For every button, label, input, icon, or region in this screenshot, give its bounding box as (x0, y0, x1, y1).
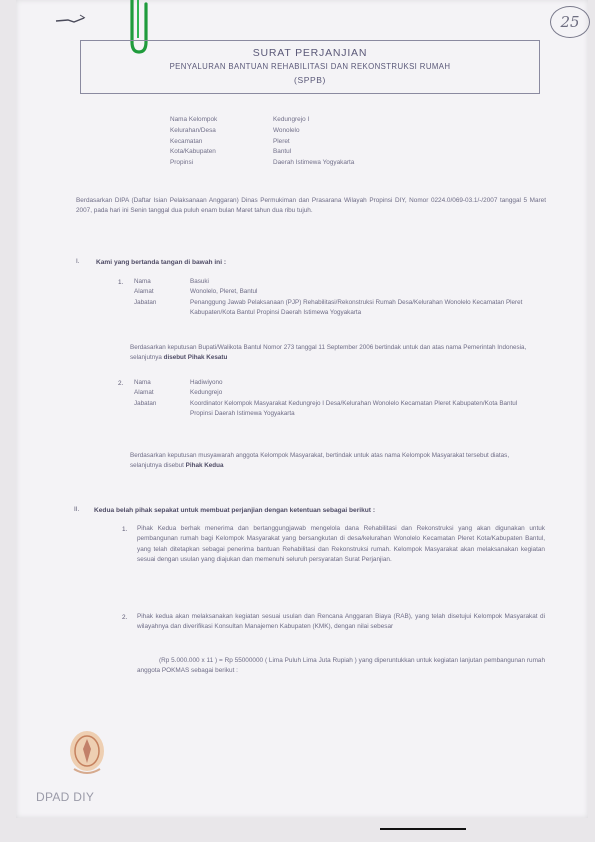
party-row: Alamat Kedungrejo (134, 389, 223, 397)
info-row: Nama Kelompok Kedungrejo I (170, 116, 310, 123)
party-row: Jabatan Koordinator Kelompok Masyarakat Kedungrejo I Desa/Kelurahan Wonolelo Kecamatan Pleret Kabupaten/Kota Bantul Propinsi Daerah Istimewa Yogyakarta (134, 399, 518, 418)
document-title-box (80, 40, 540, 94)
party-row: Nama Basuki (134, 278, 209, 285)
section-number: I. (76, 258, 80, 265)
party-1-details (134, 277, 524, 319)
info-row: Propinsi Daerah Istimewa Yogyakarta (170, 159, 355, 167)
party-number: 2. (118, 380, 124, 387)
watermark-text: DPAD DIY (36, 790, 95, 804)
party-2-closing: Berdasarkan keputusan musyawarah anggota Kelompok Masyarakat, bertindak untuk atas nama Kelompok Masyarakat tersebut diatas, selanjutnya disebut Pihak Kedua (130, 452, 510, 470)
scribble-mark (54, 12, 88, 26)
info-row: Kota/Kabupaten Bantul (170, 148, 292, 156)
page-number: 25 (550, 6, 590, 38)
divider-line (380, 828, 466, 830)
document-title: SURAT PERJANJIAN (252, 47, 368, 59)
section-number: II. (74, 506, 80, 513)
group-info-table (170, 115, 354, 169)
item-number: 1. (122, 526, 128, 533)
info-row: Kelurahan/Desa Wonolelo (170, 126, 300, 134)
agreement-amount: (Rp 5.000.000 x 11 ) = Rp 55000000 ( Lima Puluh Lima Juta Rupiah ) yang diperuntukkan untuk kegiatan lanjutan pembangunan rumah anggota POKMAS sebagai berikut : (137, 657, 545, 675)
party-row: Jabatan Penanggung Jawab Pelaksanaan (PJP) Rehabilitasi/Rekonstruksi Rumah Desa/Kelurahan Wonolelo Kecamatan Pleret Kabupaten/Kota Bantul Propinsi Daerah Istimewa Yogyakarta (134, 298, 523, 317)
party-1-closing: Berdasarkan keputusan Bupati/Walikota Bantul Nomor 273 tanggal 11 September 2006 bertindak untuk dan atas nama Pemerintah Indonesia, selanjutnya disebut Pihak Kesatu (130, 344, 527, 362)
party-number: 1. (118, 279, 124, 286)
agreement-item: Pihak Kedua berhak menerima dan bertanggungjawab mengelola dana Rehabilitasi dan Rekonstruksi yang akan digunakan untuk pembangunan rumah bagi Kelompok Masyarakat yang bersangkutan di desa/kelurahan Wonolelo Kecamatan Pleret Kota/Kabupaten Bantul, yang telah ditetapkan sebagai penerima bantuan Rehabilitasi dan Rekonstruksi rumah. Kelompok Masyarakat akan melaksanakan kegiatan sesuai dengan usulan yang diajukan dan memenuhi seluruh persyaratan Surat Perjanjian. (137, 525, 545, 564)
party-row: Nama Hadiwiyono (134, 379, 223, 386)
party-2-details (134, 378, 524, 420)
party-row: Alamat Wonolelo, Pleret, Bantul (134, 288, 258, 296)
intro-paragraph: Berdasarkan DIPA (Daftar Isian Pelaksanaan Anggaran) Dinas Permukiman dan Prasarana Wilayah Propinsi DIY, Nomor 0224.0/069-03.1/-/2007 tanggal 5 Maret 2007, pada hari ini Senin tanggal dua puluh enam bulan Maret tahun dua ribu tujuh. (76, 197, 546, 215)
item-number: 2. (122, 614, 128, 621)
agreement-item: Pihak kedua akan melaksanakan kegiatan sesuai usulan dan Rencana Anggaran Biaya (RAB), yang telah disetujui Kelompok Masyarakat di wilayahnya dan diverifikasi Konsultan Manajemen Kabupaten (KMK), dengan nilai sebesar (137, 613, 545, 631)
info-row: Kecamatan Pleret (170, 137, 290, 145)
document-code: (SPPB) (294, 75, 326, 85)
section-heading: Kedua belah pihak sepakat untuk membuat perjanjian dengan ketentuan sebagai berikut : (94, 507, 376, 514)
section-heading: Kami yang bertanda tangan di bawah ini : (96, 259, 227, 266)
document-subtitle: PENYALURAN BANTUAN REHABILITASI DAN REKONSTRUKSI RUMAH (169, 62, 451, 71)
dpad-seal-logo (66, 727, 108, 777)
document-page (16, 0, 588, 818)
